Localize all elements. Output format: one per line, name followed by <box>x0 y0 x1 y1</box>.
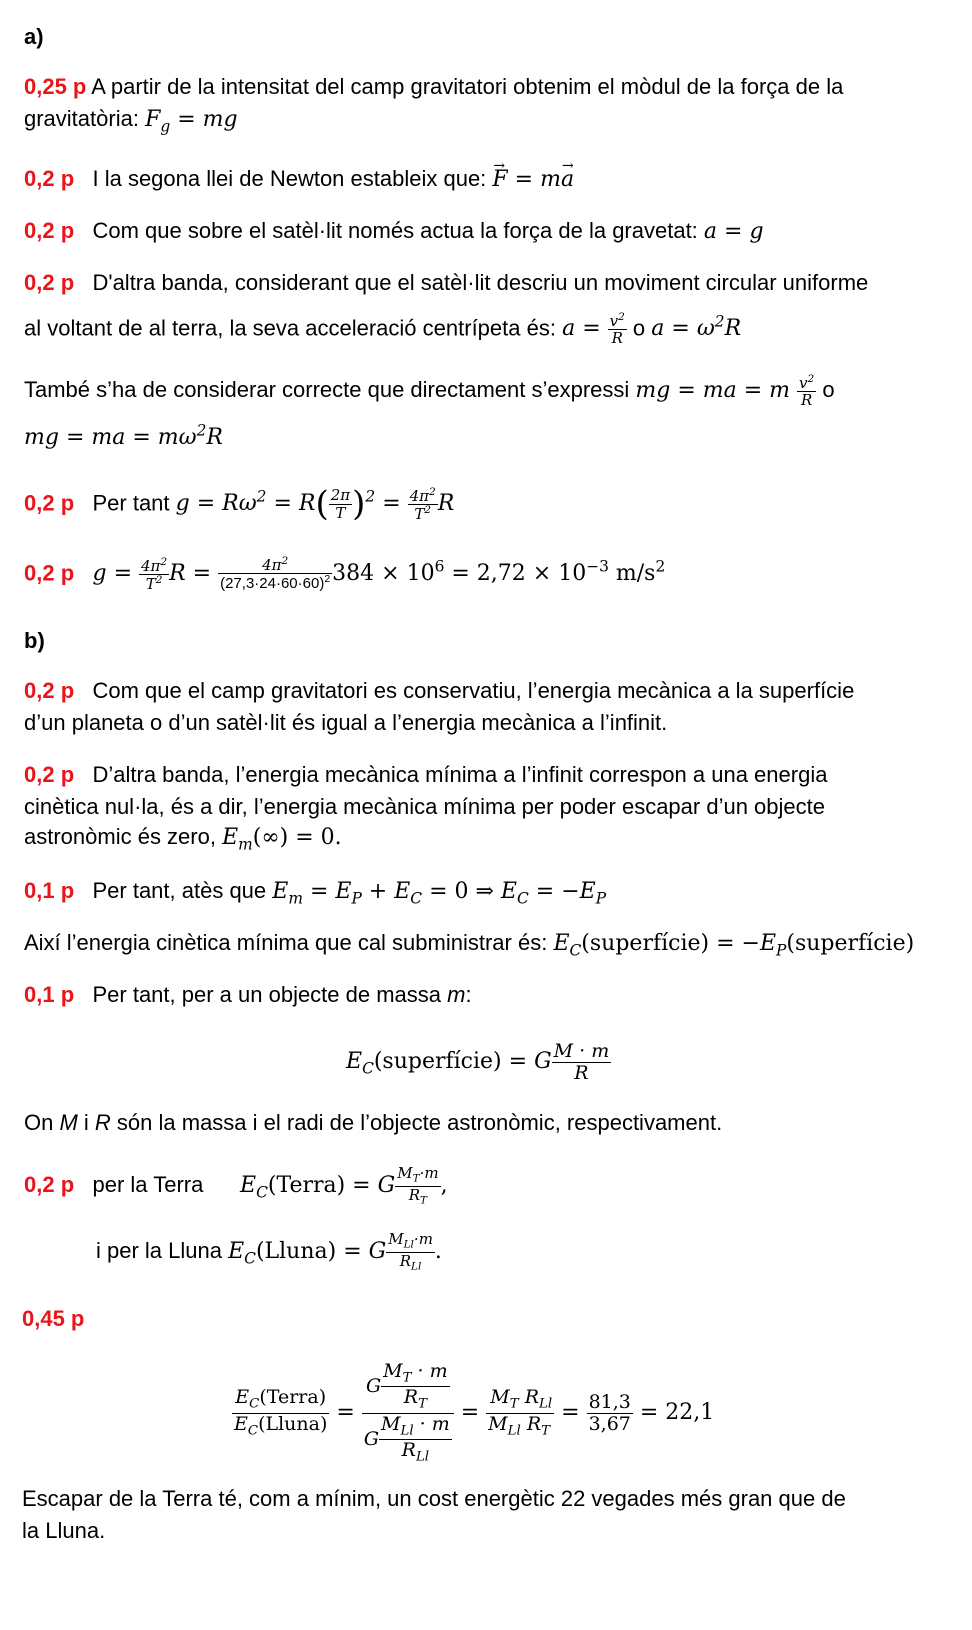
formula-centripetal: a = $\frac{v^2}{R}$ <box>562 311 625 348</box>
text: al voltant de al terra, la seva acceleració centrípeta és: <box>24 315 563 341</box>
line-b2 <box>24 762 827 788</box>
formula-ec-surface: $E_C(superfície)$ = $-E_P(superfície)$ <box>553 931 915 960</box>
text: i <box>77 1110 95 1135</box>
formula-newton: → F = m→ a <box>492 167 574 192</box>
line-b3 <box>24 878 606 911</box>
text: astronòmic és zero, <box>24 824 223 849</box>
line-b8 <box>96 1226 442 1276</box>
points-label: 0,2 p <box>24 166 75 191</box>
text: D'altra banda, considerant que el satèl·lit descriu un moviment circular uniforme <box>92 270 869 295</box>
ratio-denominator: 3,67 <box>588 1412 631 1435</box>
text: Per tant, per a un objecte de massa <box>92 982 448 1007</box>
text: Així l’energia cinètica mínima que cal subministrar és: <box>24 930 554 955</box>
formula-em-inf: $E_m(\infty) = 0$. <box>222 825 342 854</box>
points-label: 0,1 p <box>24 982 75 1007</box>
formula-fg: $F_g$ = mg <box>145 107 238 136</box>
line-a5 <box>24 368 835 412</box>
radius-value: 384 × 10 <box>332 561 435 587</box>
text: Com que el camp gravitatori es conservatiu, l’energia mecànica a la superfície <box>92 678 855 703</box>
line-b5 <box>24 982 472 1008</box>
g-result: = 2,72 × 10 <box>451 561 587 587</box>
mass-variable: m <box>447 982 466 1007</box>
radius-exp: 6 <box>434 558 445 576</box>
conclusion-line-1: Escapar de la Terra té, com a mínim, un cost energètic 22 vegades més gran que de <box>22 1486 846 1511</box>
points-label: 0,1 p <box>24 878 75 903</box>
text: D’altra banda, l’energia mecànica mínima a l’infinit correspon a una energia <box>92 762 828 787</box>
or-word: o <box>632 315 646 341</box>
points-label: 0,2 p <box>24 1172 75 1197</box>
formula-omega: $a = \omega^2R$ <box>651 313 742 342</box>
text: són la massa i el radi de l’objecte astronòmic, respectivament. <box>110 1110 723 1135</box>
points-label: 0,2 p <box>24 560 75 586</box>
g-unit: m/s <box>615 561 656 587</box>
g-exp: −3 <box>586 558 609 576</box>
formula-g-value: g = $\frac{4\pi^2}{T^2}$ R = $\frac{4\pi^2}{(27,3\cdot 24\cdot 60\cdot 60)^2}$ $384 \times 10^6 = 2,72 \times 10^{-3}$ $m/s^2$ <box>92 555 666 593</box>
points-label: 0,2 p <box>24 762 75 787</box>
line-a1 <box>24 74 843 100</box>
formula-energy-sum: $E_m = E_P + E_C = 0$ ⇒ $E_C = -E_P$ <box>272 879 607 908</box>
line-a5b <box>24 418 223 451</box>
line-a2 <box>24 166 574 193</box>
points-label: 0,2 p <box>24 270 75 295</box>
formula-ec-general: $E_C(superfície) = G$ $\frac{M \cdot m}{R}$ <box>346 1039 610 1084</box>
text: A partir de la intensitat del camp gravitatori obtenim el mòdul de la força de la <box>91 74 844 99</box>
ratio-result: = 22,1 <box>639 1400 715 1425</box>
formula-energy-ratio: $E_C(Terra)$ $E_C(Lluna)$ = G $\frac{M_T \cdot m}{R_T}$ G $M_{Ll} \cdot m$ $R_{Ll}$ = $M_T$ $M_{Ll}$ $R_{Ll}$ $R_T$ = $\frac{81,3}{3,67}$ = 22,1 <box>234 1359 715 1465</box>
text: Com que sobre el satèl·lit només actua la força de la gravetat: <box>92 218 704 243</box>
section-a-heading: a) <box>24 24 44 49</box>
points-label: 0,2 p <box>24 218 75 243</box>
text: per la Terra <box>92 1172 204 1197</box>
line-b4 <box>24 930 914 963</box>
line-a1b <box>24 106 238 139</box>
text: On <box>24 1110 60 1135</box>
formula-ec-earth: $E_C(Terra) = G$ $\frac{M_T\cdot m}{R_T}$ , <box>240 1164 448 1207</box>
line-b9 <box>22 1306 84 1332</box>
line-b2c <box>24 824 342 857</box>
text: gravitatòria: <box>24 106 146 131</box>
line-a7 <box>24 542 665 592</box>
line-b2b: cinètica nul·la, és a dir, l’energia mecànica mínima per poder escapar d’un objecte <box>24 794 825 819</box>
conclusion-line-2: la Lluna. <box>22 1518 106 1543</box>
text: Per tant, atès que <box>92 878 273 903</box>
line-a3 <box>24 218 764 245</box>
points-label: 0,25 p <box>24 74 87 99</box>
text: També s’ha de considerar correcte que directament s’expressi <box>24 377 636 402</box>
period-value: (27,3·24·60·60) <box>220 575 325 593</box>
var-M: M <box>59 1110 78 1135</box>
points-label: 0,45 p <box>22 1306 85 1331</box>
formula-ec-moon: $E_C(Lluna) = G$ $M_{Ll}\cdot m$ $R_{Ll}$ . <box>228 1230 442 1273</box>
points-label: 0,2 p <box>24 490 75 516</box>
line-a6 <box>24 472 455 525</box>
formula-mg-ma: mg = ma = m $\frac{v^2}{R}$ <box>635 372 815 409</box>
text: I la segona llei de Newton estableix que: <box>92 166 493 191</box>
text: i per la Lluna <box>96 1238 229 1263</box>
points-label: 0,2 p <box>24 678 75 703</box>
line-b1b: d’un planeta o d’un satèl·lit és igual a l’energia mecànica a l’infinit. <box>24 710 668 735</box>
line-b7 <box>24 1160 448 1210</box>
formula-g-period: $g = R\omega^2 = R$( $\frac{2\pi}{T}$ )$^2$ = $\frac{4\pi^2}{T^2}$ R <box>175 484 455 525</box>
line-a4 <box>24 270 868 296</box>
line-a4b <box>24 300 742 348</box>
line-b6 <box>24 1110 722 1136</box>
text: Per tant <box>92 490 176 516</box>
formula-a-eq-g: a = g <box>703 219 764 244</box>
or-word: o <box>822 377 835 402</box>
section-b-heading: b) <box>24 628 45 653</box>
colon: : <box>465 982 472 1007</box>
ratio-numerator: 81,3 <box>588 1390 631 1413</box>
line-b1 <box>24 678 854 704</box>
formula-mg-omega: mg = ma = $m\omega^2R$ <box>24 422 223 451</box>
var-R: R <box>94 1110 111 1135</box>
